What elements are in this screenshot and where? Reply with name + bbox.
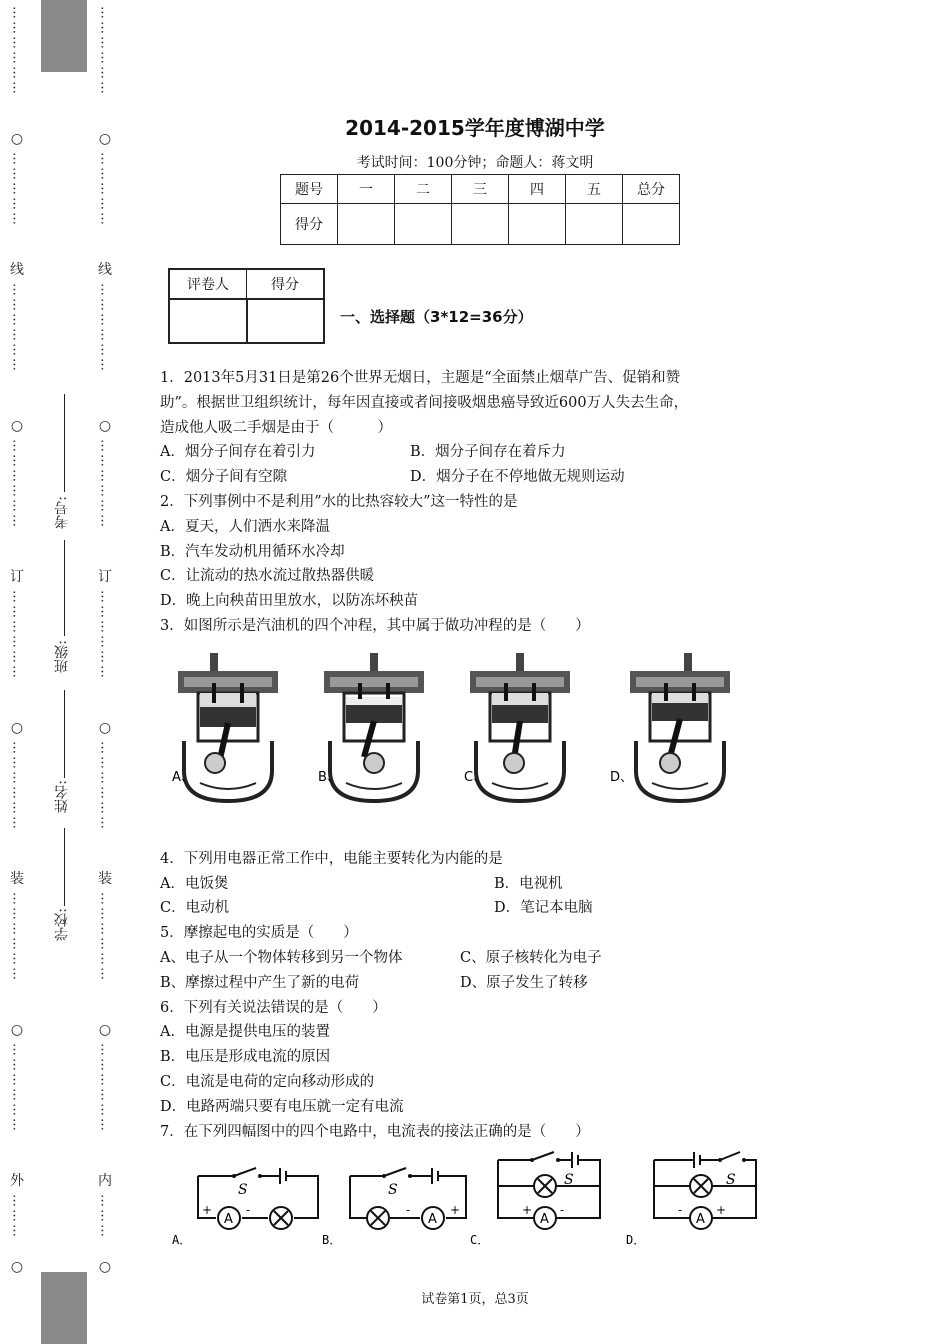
score-header-cell: 三	[452, 175, 509, 204]
engine-svg	[170, 651, 310, 811]
field-class-line[interactable]	[64, 540, 65, 636]
score-table-header-row	[281, 175, 680, 204]
grader-header-cell: 得分	[247, 269, 325, 299]
question-text: 7．在下列四幅图中的四个电路中，电流表的接法正确的是（ ）	[160, 1123, 590, 1140]
field-number-label: 考号:	[54, 496, 70, 529]
engine-diagram-d	[608, 651, 748, 820]
page-footer: 试卷第1页，总3页	[421, 1292, 529, 1307]
binding-circle: ○	[10, 131, 24, 147]
option: D．电路两端只要有电压就一定有电流	[160, 1098, 404, 1115]
binding-mark-zhuang: 装	[98, 871, 112, 887]
grader-table	[168, 268, 325, 344]
binding-mark-ding: 订	[10, 569, 24, 585]
question-text: 6．下列有关说法错误的是（ ）	[160, 999, 387, 1016]
score-header-cell: 总分	[623, 175, 680, 204]
ammeter-label: A	[696, 1212, 705, 1228]
field-name-line[interactable]	[64, 690, 65, 778]
option: B．电视机	[494, 875, 563, 892]
score-header-cell: 一	[338, 175, 395, 204]
circuit-diagram-c	[468, 1146, 618, 1248]
score-table	[280, 174, 680, 245]
bottom-gray-tab	[41, 1272, 87, 1344]
inner-binding-column: ……………… ○ …………… 线 ……………… ○ ……………… 订 ……………… ○ ……………… 装 ……………… ○ ……………… 内 ……… ○	[97, 6, 113, 1275]
field-name-label: 姓名:	[54, 780, 70, 813]
score-input-cell[interactable]	[338, 204, 395, 245]
question-text: 1．2013年5月31日是第26个世界无烟日，主题是“全面禁止烟草广告、促销和赞	[160, 370, 681, 386]
option: A．电饭煲	[160, 875, 229, 892]
binding-circle: ○	[10, 1259, 24, 1275]
ammeter-label: A	[224, 1212, 233, 1228]
minus-terminal: -	[678, 1203, 683, 1218]
question-text: 5．摩擦起电的实质是（ ）	[160, 925, 358, 942]
option-row	[160, 440, 800, 465]
grader-header-cell: 评卷人	[169, 269, 247, 299]
binding-mark-line: 线	[98, 262, 112, 278]
binding-label-outer: 外	[10, 1173, 24, 1189]
engine-figure	[160, 651, 800, 821]
binding-mark-ding: 订	[98, 569, 112, 585]
option: A．夏天，人们洒水来降温	[160, 518, 330, 535]
option-row	[160, 465, 800, 490]
binding-mark-line: 线	[10, 262, 24, 278]
score-input-cell[interactable]	[509, 204, 566, 245]
binding-mark-zhuang: 装	[10, 871, 24, 887]
engine-label-c: C、	[464, 769, 487, 785]
engine-svg	[316, 651, 456, 811]
option-row	[160, 896, 800, 921]
option: B．烟分子间存在着斥力	[410, 444, 566, 461]
score-input-cell[interactable]	[452, 204, 509, 245]
minus-terminal: -	[560, 1203, 565, 1218]
option: B．汽车发动机用循环水冷却	[160, 543, 345, 560]
circuit-diagram-b	[320, 1160, 470, 1248]
questions-area	[160, 366, 800, 1248]
circuit-label-b: B．	[322, 1233, 342, 1248]
circuit-diagram-d	[624, 1146, 774, 1248]
option: A．电源是提供电压的装置	[160, 1024, 330, 1041]
engine-label-d: D、	[610, 769, 634, 785]
ammeter-label: A	[428, 1212, 437, 1228]
minus-terminal: -	[406, 1203, 411, 1218]
circuit-figure	[160, 1160, 800, 1248]
switch-label: S	[726, 1172, 736, 1189]
switch-label: S	[564, 1172, 574, 1189]
option: C．烟分子间有空隙	[160, 469, 288, 486]
option: D、原子发生了转移	[460, 974, 588, 991]
binding-circle: ○	[98, 720, 112, 736]
question-text: 助”。根据世卫组织统计，每年因直接或者间接吸烟患癌导致近600万人失去生命，	[160, 394, 689, 411]
option-row	[160, 971, 800, 996]
option: A．烟分子间存在着引力	[160, 444, 316, 461]
circuit-label-c: C．	[470, 1233, 490, 1248]
binding-circle: ○	[98, 1259, 112, 1275]
option: C．电动机	[160, 900, 230, 917]
option: B、摩擦过程中产生了新的电荷	[160, 974, 360, 991]
binding-label-inner: 内	[98, 1173, 112, 1189]
option: D．笔记本电脑	[494, 900, 593, 917]
option-row	[160, 946, 800, 971]
minus-terminal: -	[246, 1203, 251, 1218]
score-header-cell: 二	[395, 175, 452, 204]
field-class-label: 班级:	[54, 640, 70, 673]
option: D．烟分子在不停地做无规则运动	[410, 469, 625, 486]
top-gray-tab	[41, 0, 87, 72]
engine-label-b: B、	[318, 769, 340, 785]
score-row-label: 得分	[281, 204, 338, 245]
plus-terminal: +	[450, 1203, 461, 1218]
exam-subtitle: 考试时间：100分钟；命题人：蒋文明	[356, 155, 594, 171]
field-school-line[interactable]	[64, 828, 65, 906]
binding-circle: ○	[98, 131, 112, 147]
binding-circle: ○	[98, 1022, 112, 1038]
question-text: 2．下列事例中不是利用”水的比热容较大”这一特性的是	[160, 493, 518, 510]
score-input-cell[interactable]	[623, 204, 680, 245]
engine-diagram-c	[462, 651, 602, 820]
option: C．让流动的热水流过散热器供暖	[160, 568, 375, 585]
question-text: 3．如图所示是汽油机的四个冲程，其中属于做功冲程的是（ ）	[160, 617, 590, 634]
score-header-cell: 五	[566, 175, 623, 204]
grader-input-cell[interactable]	[247, 299, 325, 343]
outer-binding-column: ……………… ○ …………… 线 ……………… ○ ……………… 订 ……………… ○ ……………… 装 ……………… ○ ……………… 外 ……… ○	[9, 6, 25, 1275]
field-school-label: 学校:	[54, 908, 70, 941]
engine-label-a: A、	[172, 769, 194, 785]
score-header-cell: 四	[509, 175, 566, 204]
plus-terminal: +	[716, 1203, 727, 1218]
circuit-diagram-a	[170, 1160, 320, 1248]
option: A、电子从一个物体转移到另一个物体	[160, 949, 403, 966]
grader-input-cell[interactable]	[169, 299, 247, 343]
option: D．晚上向秧苗田里放水，以防冻坏秧苗	[160, 593, 419, 610]
binding-circle: ○	[98, 418, 112, 434]
section-title: 一、选择题（3*12=36分）	[340, 308, 533, 326]
plus-terminal: +	[202, 1203, 213, 1218]
ammeter-label: A	[540, 1212, 549, 1228]
engine-svg	[608, 651, 748, 811]
exam-title: 2014-2015学年度博湖中学	[345, 116, 605, 140]
score-header-cell: 题号	[281, 175, 338, 204]
switch-label: S	[238, 1182, 248, 1199]
engine-diagram-b	[316, 651, 456, 820]
engine-svg	[462, 651, 602, 811]
score-table-score-row	[281, 204, 680, 245]
binding-circle: ○	[10, 418, 24, 434]
score-input-cell[interactable]	[395, 204, 452, 245]
engine-diagram-a	[170, 651, 310, 820]
circuit-label-a: A．	[172, 1233, 192, 1248]
binding-circle: ○	[10, 720, 24, 736]
circuit-label-d: D．	[626, 1233, 646, 1248]
question-text: 造成他人吸二手烟是由于（ ）	[160, 419, 392, 436]
question-text: 4．下列用电器正常工作中，电能主要转化为内能的是	[160, 850, 503, 867]
switch-label: S	[388, 1182, 398, 1199]
field-number-line[interactable]	[64, 394, 65, 492]
binding-circle: ○	[10, 1022, 24, 1038]
plus-terminal: +	[522, 1203, 533, 1218]
option: C、原子核转化为电子	[460, 949, 602, 966]
option-row	[160, 872, 800, 897]
option: B．电压是形成电流的原因	[160, 1049, 331, 1066]
score-input-cell[interactable]	[566, 204, 623, 245]
option: C．电流是电荷的定向移动形成的	[160, 1073, 375, 1090]
